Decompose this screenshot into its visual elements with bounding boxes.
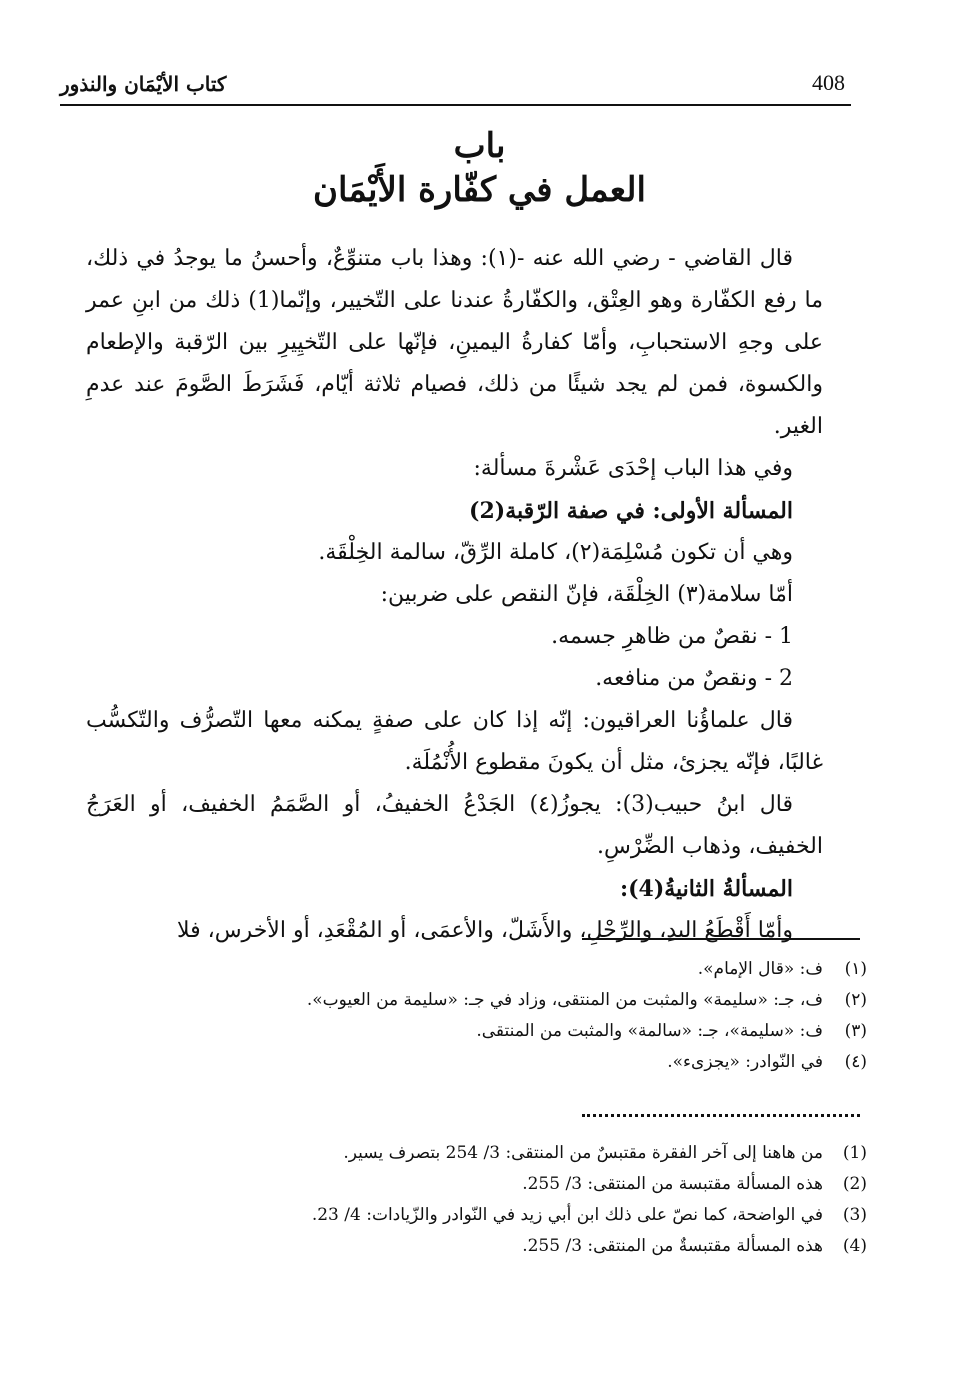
footnote-number: (٣) [844, 1021, 867, 1041]
footnote-text: ف: «قال الإمام». [697, 959, 823, 979]
footnote-number: (١) [844, 959, 867, 979]
footnote-number: (٤) [844, 1052, 867, 1072]
footnote-text: في النّوادر: «يجزىء». [667, 1052, 823, 1072]
chapter-title: العمل في كفّارة الأَيْمَان [313, 170, 646, 210]
paragraph: وهي أن تكون مُسْلِمَة(٢)، كاملة الرِّقّ، سالمة الخِلْقَة. [318, 540, 793, 565]
footnote [160, 1047, 867, 1078]
footnote [160, 1016, 867, 1047]
footnote-text: في الواضحة، كما نصّ على ذلك ابن أبي زيد في النّوادر والزّيادات: 4/ 23. [311, 1205, 823, 1225]
footnote-text: ف: «سليمة»، جـ: «سالمة» والمثبت من المنتقى. [476, 1021, 823, 1041]
footnote [160, 1169, 867, 1200]
running-title: كتاب الأيْمَان والنذور [60, 72, 227, 96]
footnote [160, 985, 867, 1016]
footnote-number: (1) [842, 1143, 867, 1163]
main-text [86, 238, 823, 952]
footnote-divider [582, 938, 860, 940]
page-number: 408 [812, 70, 845, 95]
footnote-text: ف، جـ: «سليمة» والمثبت من المنتقى، وزاد في جـ: «سليمة من العيوب». [306, 990, 823, 1010]
footnote [160, 1231, 867, 1262]
footnote [160, 1200, 867, 1231]
footnote-number: (2) [842, 1174, 867, 1194]
paragraph: أمّا سلامة(٣) الخِلْقَة، فإنّ النقص على ضربين: [380, 582, 793, 607]
section-heading-2: المسألةُ الثانيةُ(4): [620, 876, 793, 902]
paragraph-count: وفي هذا الباب إحْدَى عَشْرةَ مسألة: [473, 456, 793, 481]
list-item: 1 - نقصٌ من ظاهرِ جسمه. [551, 624, 793, 649]
footnote-number: (4) [842, 1236, 867, 1256]
footnote [160, 1138, 867, 1169]
list-item: 2 - ونقصٌ من منافعه. [595, 666, 793, 691]
chapter-label: باب [453, 126, 506, 166]
footnote [160, 954, 867, 985]
dotted-divider [582, 1114, 860, 1117]
paragraph: وأمّا أَقْطَعُ اليدِ، والرِّجْلِ، والأَشَلّ، والأعمَى، أو المُقْعَدِ، أو الأخرس، فلا [176, 918, 793, 943]
running-header [60, 68, 851, 106]
footnote-text: من هاهنا إلى آخر الفقرة مقتبسٌ من المنتقى: 3/ 254 بتصرف يسير. [343, 1143, 823, 1163]
section-heading-1: المسألة الأولى: في صفة الرّقبة(2) [469, 498, 793, 524]
footnote-number: (٢) [844, 990, 867, 1010]
paragraph: قال ابنُ حبيب(3): يجوزُ(٤) الجَدْعُ الخفيفُ، أو الصَّمَمُ الخفيف، أو العَرَجُ الخفيف، وذهاب الضِّرْسِ. [86, 792, 823, 859]
footnote-number: (3) [842, 1205, 867, 1225]
footnote-text: هذه المسألة مقتبسةٌ من المنتقى: 3/ 255. [522, 1236, 823, 1256]
paragraph-intro: قال القاضي - رضي الله عنه -(١): وهذا باب متنوِّعٌ، وأحسنُ ما يوجدُ في ذلك، ما رفع الكفّارة وهو العِتْق، والكفّارةُ عندنا على التّخيير، وإنّما(1) ذلك من ابنِ عمر على وجهِ الاستحبابِ، وأمّا كفارةُ اليمينِ، فإنّها على التّخيِيرِ بين الرّقبة والإطعام والكسوة، فمن لم يجد شيئًا من ذلك، فصيام ثلاثة أيّام، فَشَرَطَ الصَّومَ عند عدمِ الغير. [86, 246, 823, 439]
footnote-text: هذه المسألة مقتبسة من المنتقى: 3/ 255. [522, 1174, 823, 1194]
variant-footnotes [160, 954, 867, 1078]
paragraph: قال علماؤُنا العراقيون: إنّه إذا كان على صفةٍ يمكنه معها التّصرُّف والتّكسُّب غالبًا، فإنّه يجزئ، مثل أن يكونَ مقطوع الأُنْمُلَة. [86, 708, 823, 775]
source-footnotes [160, 1138, 867, 1262]
